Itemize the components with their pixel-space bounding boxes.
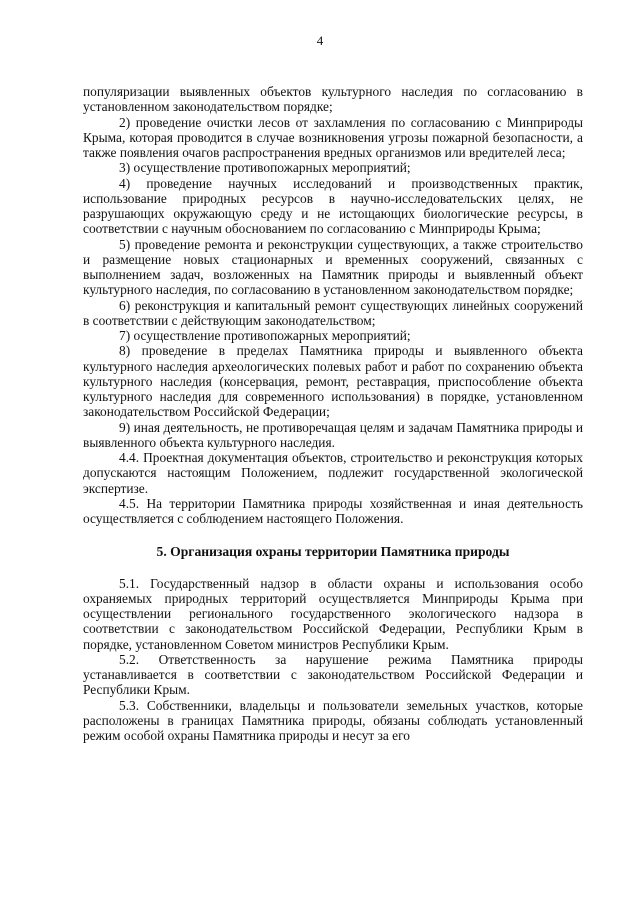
- paragraph: популяризации выявленных объектов культурного наследия по согласованию в установленном законодательством порядке;: [83, 84, 583, 115]
- paragraph: 2) проведение очистки лесов от захламления по согласованию с Минприроды Крыма, которая проводится в случае возникновения угрозы пожарной безопасности, а также появления очагов распространения вредных организмов или вредителей леса;: [83, 114, 583, 160]
- paragraph: 8) проведение в пределах Памятника природы и выявленного объекта культурного наследия археологических полевых работ и работ по сохранению объекта культурного наследия (консервация, ремонт, реставрация, приспособление объекта культурного наследия для современного использования) в порядке, установленном законодательством Российской Федерации;: [83, 343, 583, 420]
- document-body: [83, 84, 583, 743]
- paragraph: 4) проведение научных исследований и производственных практик, использование природных ресурсов в научно-исследовательских целях, не разрушающих окружающую среду и не истощающих биологические ресурсы, в соответствии с научным обоснованием по согласованию с Минприроды Крыма;: [83, 175, 583, 237]
- paragraph: 6) реконструкция и капитальный ремонт существующих линейных сооружений в соответствии с действующим законодательством;: [83, 297, 583, 328]
- paragraph: 5.3. Собственники, владельцы и пользователи земельных участков, которые расположены в границах Памятника природы, обязаны соблюдать установленный режим особой охраны Памятника природы и несут за его: [83, 697, 583, 743]
- paragraph: 3) осуществление противопожарных мероприятий;: [119, 160, 411, 176]
- paragraph: 7) осуществление противопожарных мероприятий;: [119, 328, 411, 343]
- paragraph: 4.4. Проектная документация объектов, строительство и реконструкция которых допускаются настоящим Положением, подлежит государственной экологической экспертизе.: [83, 450, 583, 496]
- paragraph: 5.2. Ответственность за нарушение режима Памятника природы устанавливается в соответствии с законодательством Российской Федерации и Республики Крым.: [83, 651, 583, 698]
- paragraph: 5.1. Государственный надзор в области охраны и использования особо охраняемых природных территорий осуществляется Минприроды Крыма при осуществлении регионального государственного экологического надзора в соответствии с законодательством Российской Федерации, Республики Крым в порядке, установленном Советом министров Республики Крым.: [83, 575, 583, 652]
- page-number: 4: [316, 33, 324, 48]
- paragraph: 9) иная деятельность, не противоречащая целям и задачам Памятника природы и выявленного объекта культурного наследия.: [83, 419, 583, 450]
- section-heading: 5. Организация охраны территории Памятника природы: [156, 544, 510, 560]
- paragraph: 4.5. На территории Памятника природы хозяйственная и иная деятельность осуществляется с соблюдением настоящего Положения.: [83, 495, 583, 526]
- paragraph: 5) проведение ремонта и реконструкции существующих, а также строительство и размещение новых стационарных и временных сооружений, связанных с выполнением задач, возложенных на Памятник природы и выявленный объект культурного наследия, по согласованию в установленном законодательством порядке;: [83, 236, 583, 298]
